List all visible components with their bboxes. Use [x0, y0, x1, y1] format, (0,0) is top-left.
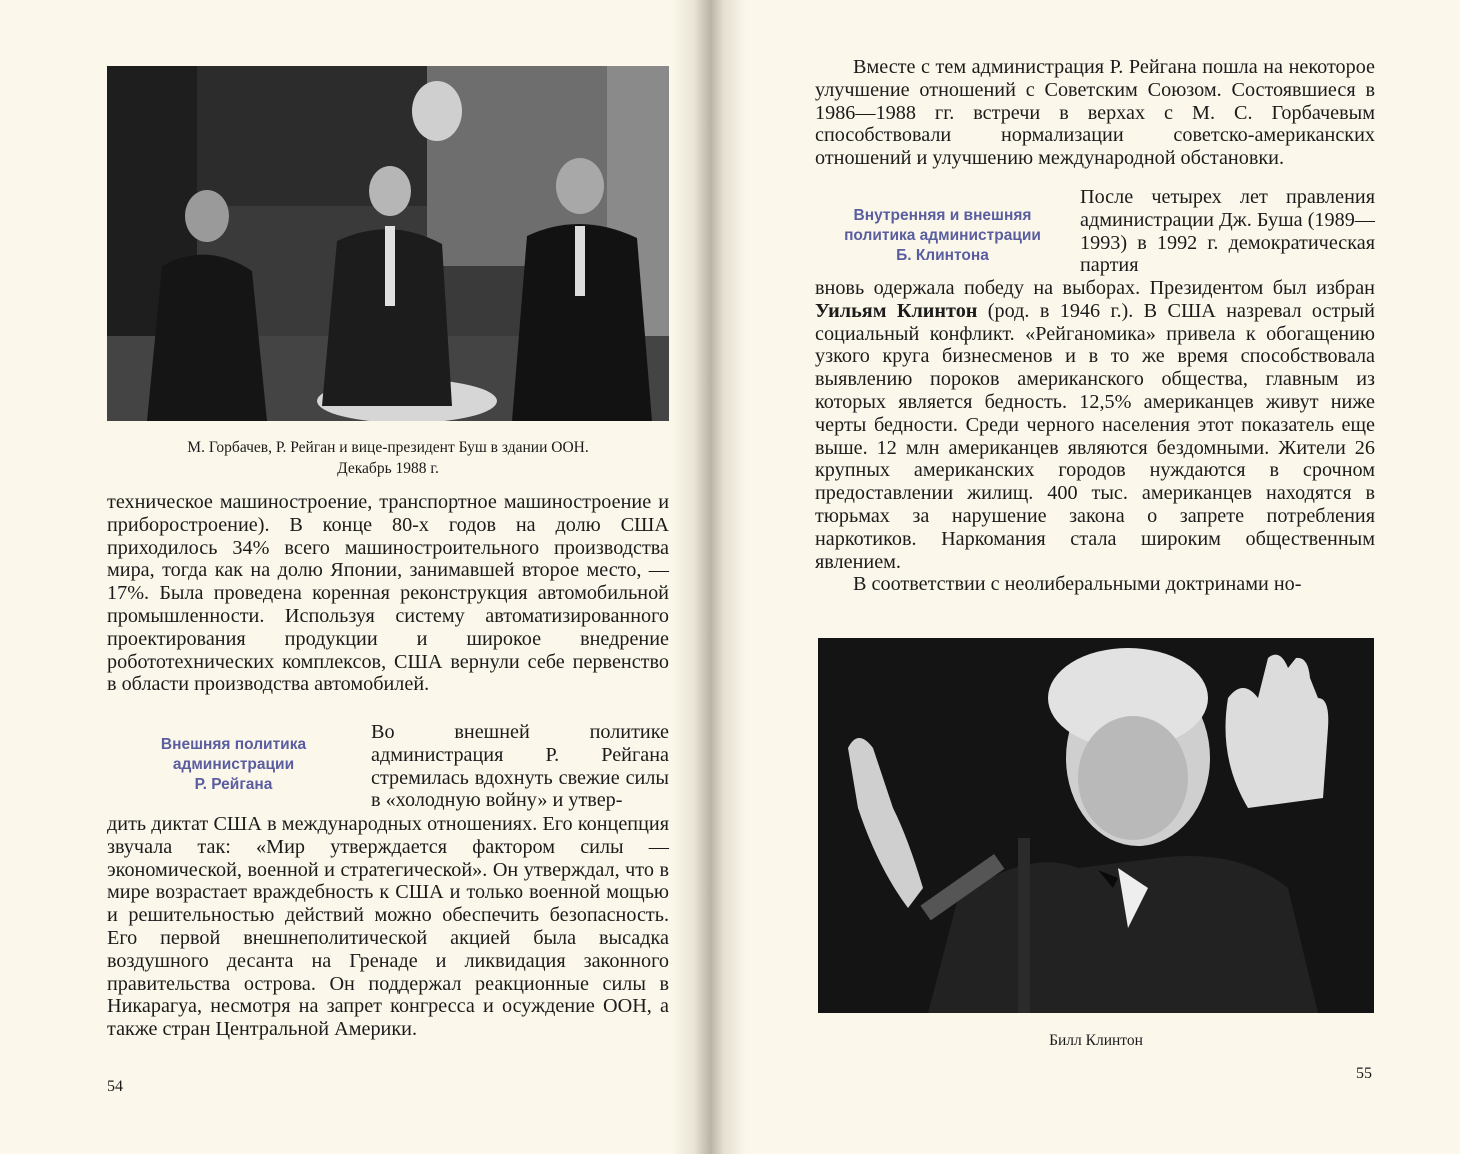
page-number: 55 [1356, 1065, 1372, 1082]
paragraph-text: После четырех лет правления администрации Дж. Буша (1989—1993) в 1992 г. демократическая партия [1080, 186, 1375, 277]
caption-line: М. Горбачев, Р. Рейган и вице-президент Буш в здании ООН. [187, 439, 589, 456]
side-heading-reagan-foreign-policy [107, 735, 360, 795]
side-heading-line: Р. Рейгана [194, 776, 273, 793]
left-paragraph-2-wrap [371, 721, 669, 812]
paragraph-text: дить диктат США в международных отношениях. Его концепция звучала так: «Мир утверждается фактором силы — экономической, военной и стратегической». Он утверждал, что в мире возрастает враждебность к США и только военной мощью и решительностью действий можно обеспечить безопасность. Его первой внешнеполитической акцией была высадка воздушного десанта на Гренаде и ликвидация законного правительства острова. Он поддержал реакционные силы в Никарагуа, несмотря на запрет конгресса и осуждение ООН, а также стран Центральной Америки. [107, 813, 669, 1041]
paragraph-text: В соответствии с неолиберальными доктринами но- [853, 573, 1302, 596]
right-paragraph-2-rest [815, 277, 1375, 596]
photo-bill-clinton [818, 638, 1374, 1013]
side-heading-line: Внешняя политика [160, 736, 307, 753]
paragraph-text [815, 277, 1375, 573]
bold-name: Уильям Клинтон [815, 299, 978, 322]
photo-gorbachev-reagan-bush [107, 66, 669, 421]
paragraph-text: Вместе с тем администрация Р. Рейгана пошла на некоторое улучшение отношений с Советским Союзом. Состоявшиеся в 1986—1988 гг. встречи в верхах с М. С. Горбачевым способствовали нормализации советско-американских отношений и улучшению международной обстановки. [815, 56, 1375, 170]
paragraph-text: техническое машиностроение, транспортное машиностроение и приборостроение). В конце 80-х годов на долю США приходилось 34% всего машиностроительного производства мира, тогда как на долю Японии, занимавшей второе место, — 17%. Была проведена коренная реконструкция автомобильной промышленности. Используя систему автоматизированного проектирования продукции и широкое внедрение робототехнических комплексов, США вернули себе первенство в области производства автомобилей. [107, 491, 669, 696]
photo-caption [107, 437, 669, 479]
caption-line: Декабрь 1988 г. [337, 460, 439, 477]
book-gutter [672, 0, 746, 1154]
page-number: 54 [107, 1078, 123, 1095]
left-paragraph-1 [107, 491, 669, 696]
side-heading-clinton-policy [815, 206, 1070, 266]
left-paragraph-2-rest [107, 813, 669, 1041]
photo-caption: Билл Клинтон [1049, 1032, 1143, 1049]
text-run: (род. в 1946 г.). В США назревал острый социальный конфликт. «Рейганомика» привела к обогащению узкого круга бизнесменов и в то же время способствовала выявлению пороков американского общества, главным из которых является бедность. 12,5% американцев живут ниже черты бедности. Среди черного населения этот показатель еще выше. 12 млн американцев являются бездомными. Жители 26 крупных американских городов нуждаются в срочном предоставлении жилищ. 400 тыс. американцев находятся в тюрьмах за нарушение закона о запрете потребления наркотиков. Наркомания стала широким общественным явлением. [815, 299, 1375, 573]
side-heading-line: политика администрации [844, 227, 1041, 244]
side-heading-line: Б. Клинтона [896, 247, 989, 264]
right-paragraph-1 [815, 56, 1375, 170]
side-heading-line: администрации [172, 756, 295, 773]
paragraph-text: Во внешней политике администрация Р. Рейгана стремилась вдохнуть свежие силы в «холодную войну» и утвер- [371, 721, 669, 812]
text-run: вновь одержала победу на выборах. Президентом был избран [815, 277, 1375, 299]
right-paragraph-2-wrap [1080, 186, 1375, 277]
side-heading-line: Внутренняя и внешняя [853, 207, 1032, 224]
